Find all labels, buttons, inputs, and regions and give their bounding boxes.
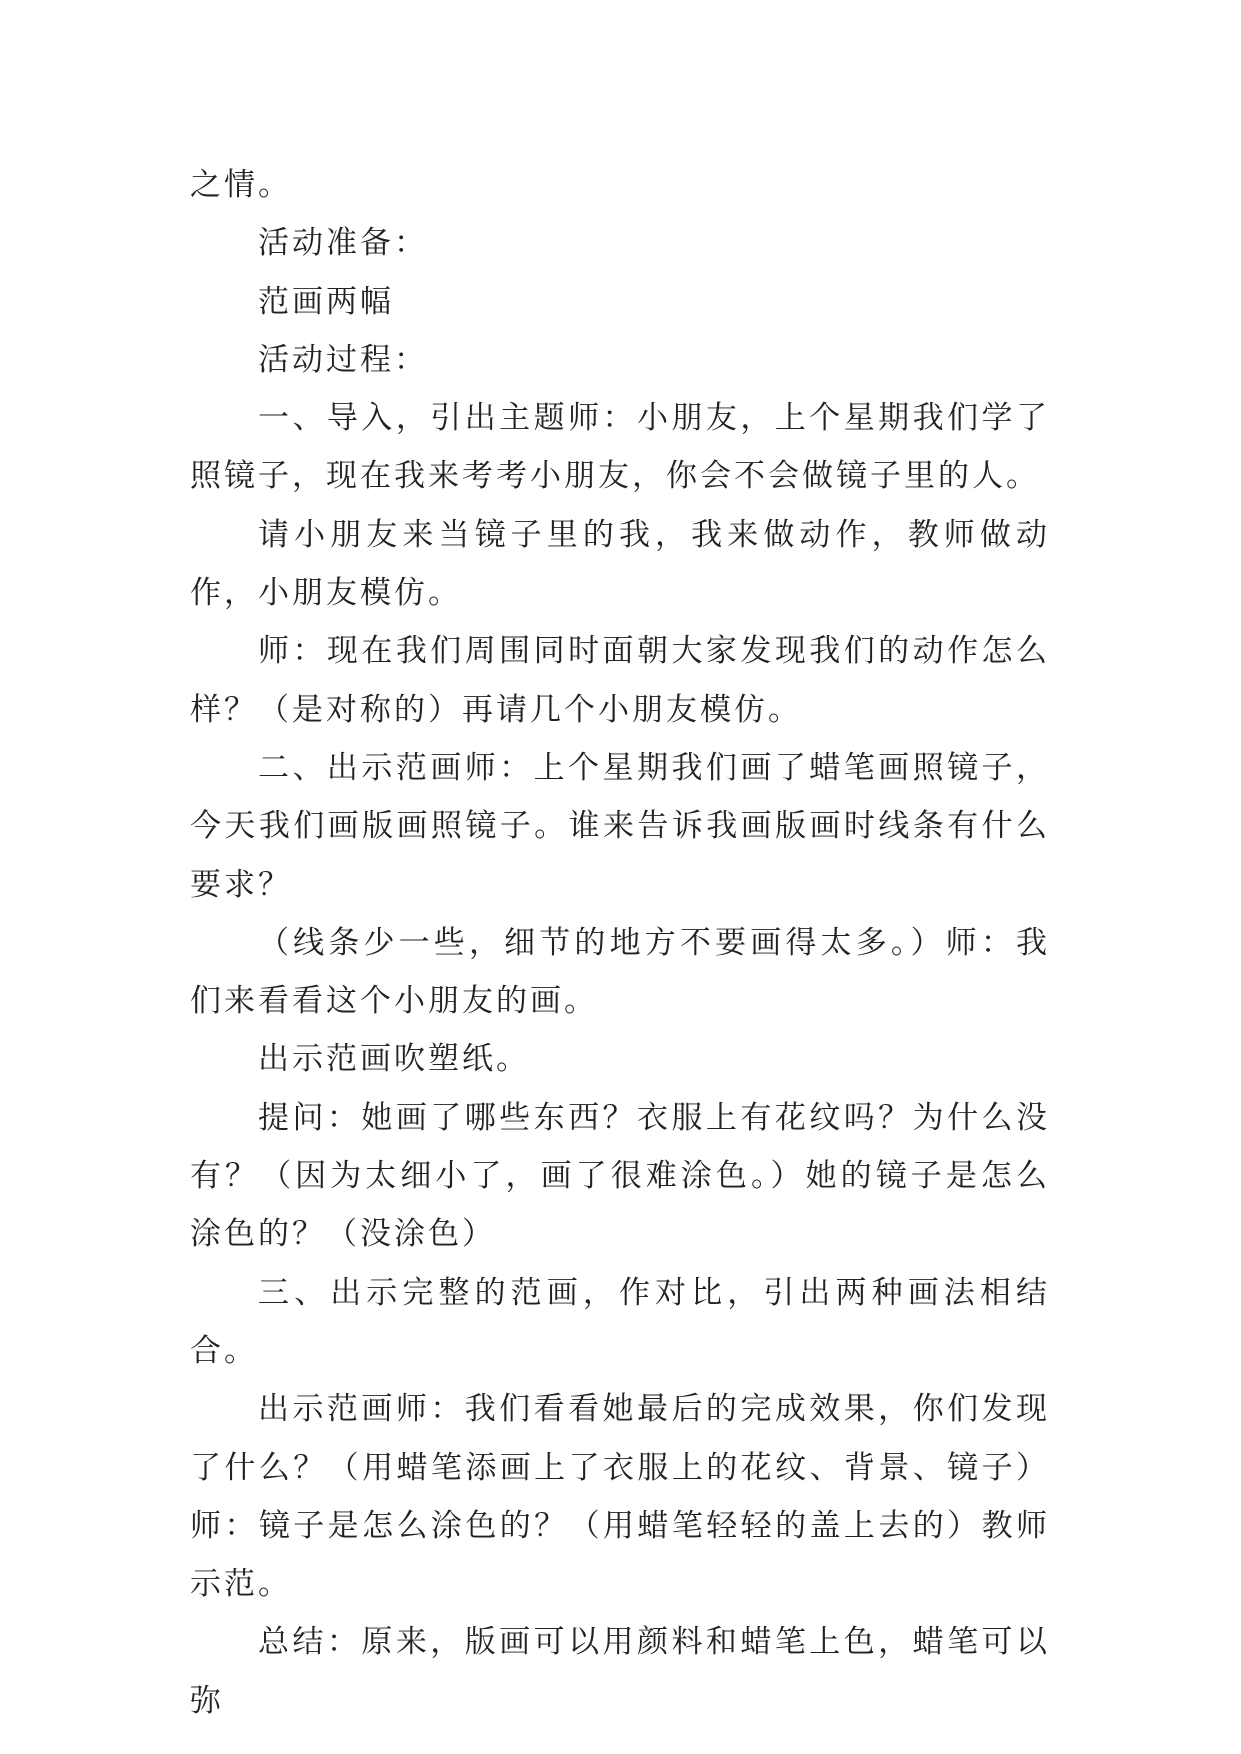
paragraph-4: 一、导入，引出主题师：小朋友，上个星期我们学了照镜子，现在我来考考小朋友，你会不会做镜子里的人。 <box>190 400 1050 495</box>
paragraph-10: 提问：她画了哪些东西？衣服上有花纹吗？为什么没有？（因为太细小了，画了很难涂色。）她的镜子是怎么涂色的？（没涂色） <box>190 1099 1050 1253</box>
document-body <box>190 156 1050 1730</box>
paragraph-5: 请小朋友来当镜子里的我，我来做动作，教师做动作，小朋友模仿。 <box>190 516 1050 612</box>
paragraph-6: 师：现在我们周围同时面朝大家发现我们的动作怎么样？（是对称的）再请几个小朋友模仿。 <box>190 633 1050 728</box>
paragraph-2: 范画两幅 <box>258 283 394 320</box>
paragraph-13: 总结：原来，版画可以用颜料和蜡笔上色，蜡笔可以弥 <box>190 1624 1050 1719</box>
paragraph-7: 二、出示范画师：上个星期我们画了蜡笔画照镜子，今天我们画版画照镜子。谁来告诉我画版画时线条有什么要求？ <box>190 749 1050 903</box>
paragraph-11: 三、出示完整的范画，作对比，引出两种画法相结合。 <box>190 1274 1050 1369</box>
paragraph-3: 活动过程： <box>258 341 428 378</box>
paragraph-12: 出示范画师：我们看看她最后的完成效果，你们发现了什么？（用蜡笔添画上了衣服上的花纹、背景、镜子）师：镜子是怎么涂色的？（用蜡笔轻轻的盖上去的）教师示范。 <box>190 1391 1050 1603</box>
paragraph-0: 之情。 <box>190 167 292 203</box>
paragraph-9: 出示范画吹塑纸。 <box>258 1041 530 1078</box>
paragraph-8: （线条少一些，细节的地方不要画得太多。）师：我们来看看这个小朋友的画。 <box>190 924 1050 1020</box>
paragraph-1: 活动准备： <box>258 225 428 262</box>
